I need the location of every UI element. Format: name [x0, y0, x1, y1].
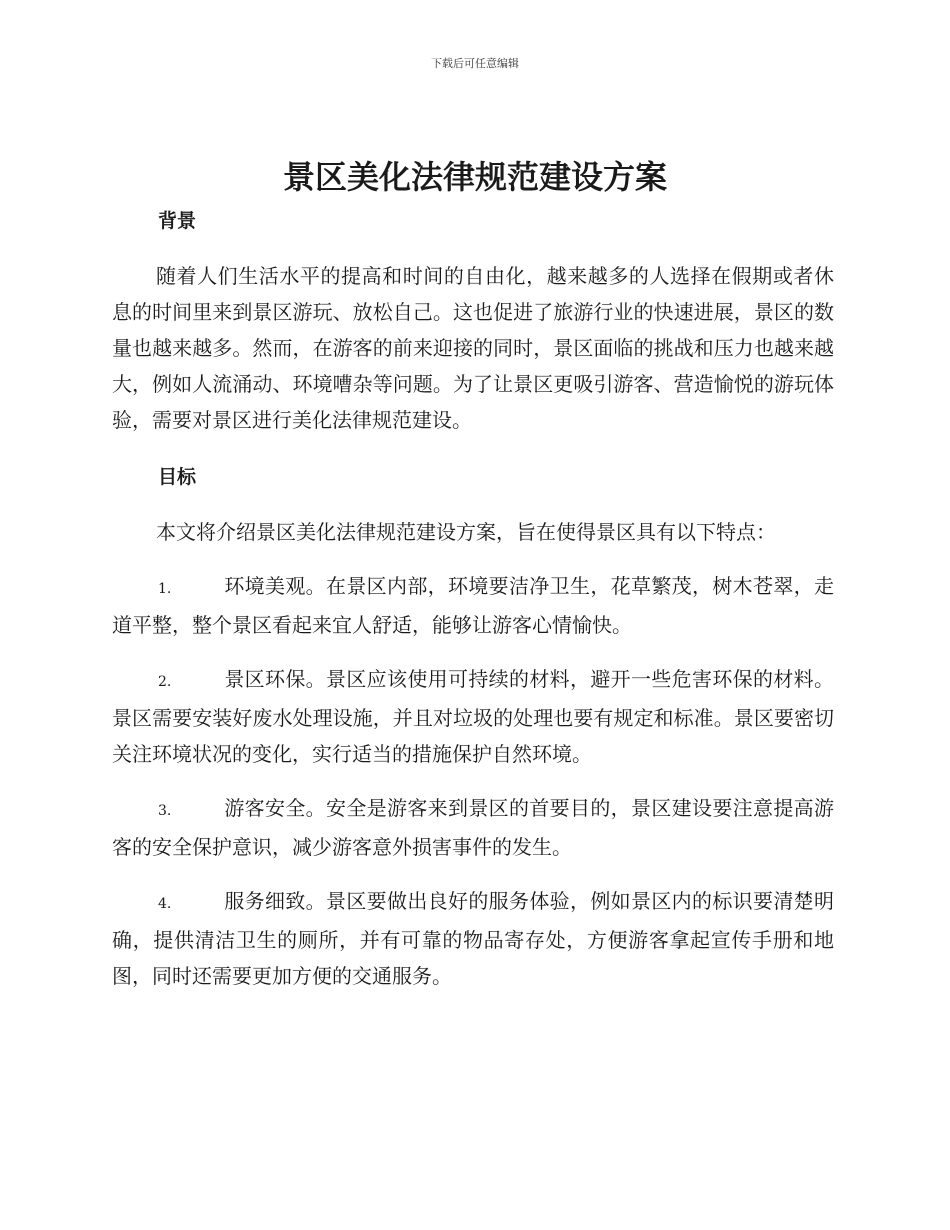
list-item — [112, 568, 834, 643]
list-item-text: 服务细致。景区要做出良好的服务体验，例如景区内的标识要清楚明确，提供清洁卫生的厕所，并有可靠的物品寄存处，方便游客拿起宣传手册和地图，同时还需要更加方便的交通服务。 — [112, 889, 834, 988]
document-body — [112, 204, 834, 994]
list-item-number: 3. — [158, 803, 172, 819]
list-item — [112, 661, 834, 772]
list-item — [112, 883, 834, 994]
goals-intro-paragraph: 本文将介绍景区美化法律规范建设方案，旨在使得景区具有以下特点： — [156, 520, 776, 544]
background-paragraph: 随着人们生活水平的提高和时间的自由化，越来越多的人选择在假期或者休息的时间里来到景区游玩、放松自己。这也促进了旅游行业的快速进展，景区的数量也越来越多。然而，在游客的前来迎接的同时，景区面临的挑战和压力也越来越大，例如人流涌动、环境嘈杂等问题。为了让景区更吸引游客、营造愉悦的游玩体验，需要对景区进行美化法律规范建设。 — [112, 264, 834, 432]
list-item — [112, 790, 834, 865]
document-title: 景区美化法律规范建设方案 — [282, 158, 667, 196]
list-item-number: 2. — [158, 674, 172, 690]
list-item-number: 4. — [158, 896, 172, 912]
section-heading-background: 背景 — [158, 210, 197, 232]
list-item-text: 景区环保。景区应该使用可持续的材料，避开一些危害环保的材料。景区需要安装好废水处理设施，并且对垃圾的处理也要有规定和标准。景区要密切关注环境状况的变化，实行适当的措施保护自然环境。 — [112, 667, 834, 766]
section-heading-goals: 目标 — [158, 466, 197, 488]
list-item-text: 游客安全。安全是游客来到景区的首要目的，景区建设要注意提高游客的安全保护意识，减少游客意外损害事件的发生。 — [112, 796, 834, 859]
list-item-text: 环境美观。在景区内部，环境要洁净卫生，花草繁茂，树木苍翠，走道平整，整个景区看起来宜人舒适，能够让游客心情愉快。 — [112, 574, 834, 637]
header-note: 下载后可任意编辑 — [431, 57, 519, 70]
list-item-number: 1. — [158, 581, 172, 597]
